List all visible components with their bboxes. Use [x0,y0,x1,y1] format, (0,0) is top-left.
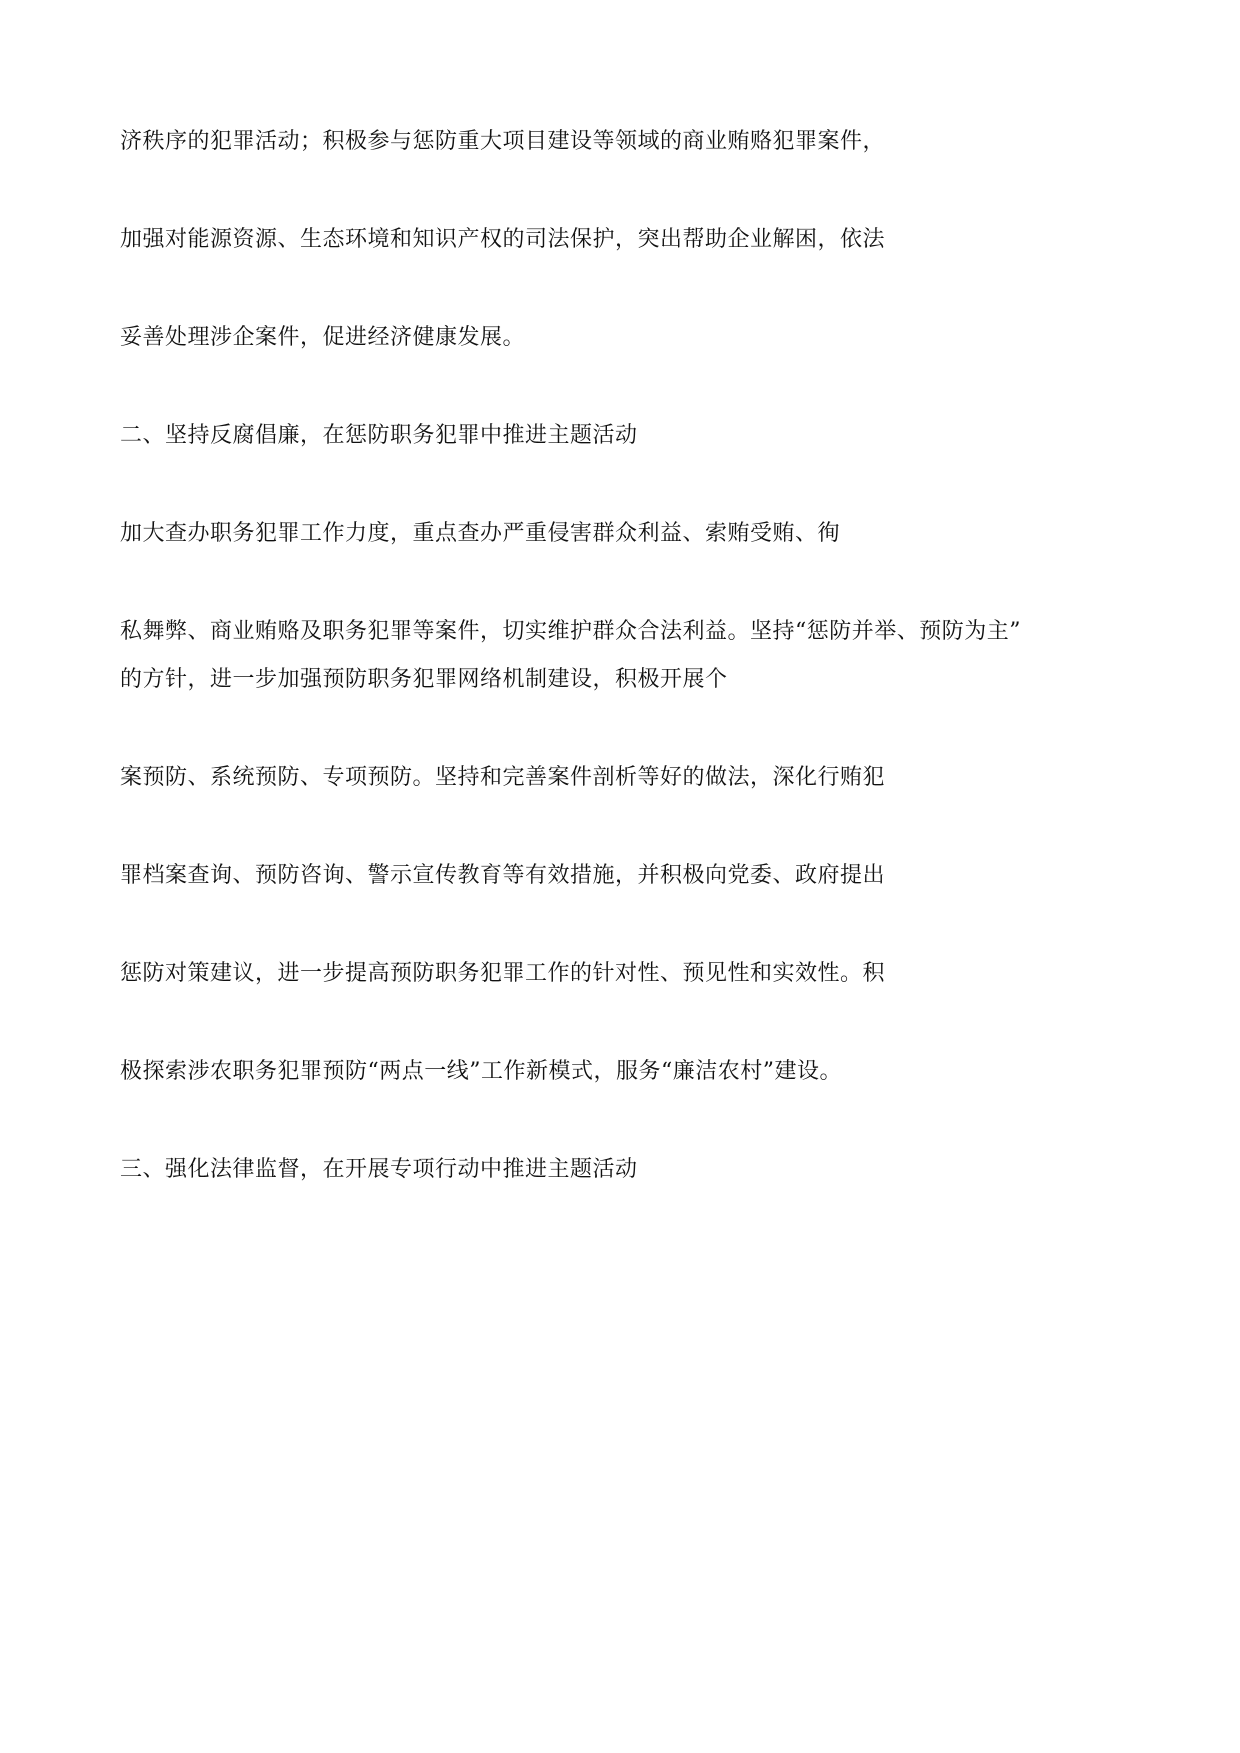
text-line: 加强对能源资源、生态环境和知识产权的司法保护，突出帮助企业解困，依法 [120,227,886,252]
text-line: 妥善处理涉企案件，促进经济健康发展。 [120,325,526,350]
text-line: 加大查办职务犯罪工作力度，重点查办严重侵害群众利益、索贿受贿、徇 [120,521,841,546]
text-line: 极探索涉农职务犯罪预防“两点一线”工作新模式，服务“廉洁农村”建设。 [120,1059,842,1084]
section-heading: 二、坚持反腐倡廉，在惩防职务犯罪中推进主题活动 [120,423,638,448]
text-line: 案预防、系统预防、专项预防。坚持和完善案件剖析等好的做法，深化行贿犯 [120,765,886,790]
text-line: 济秩序的犯罪活动；积极参与惩防重大项目建设等领域的商业贿赂犯罪案件， [120,129,886,154]
section-heading: 三、强化法律监督，在开展专项行动中推进主题活动 [120,1157,638,1182]
text-line: 惩防对策建议，进一步提高预防职务犯罪工作的针对性、预见性和实效性。积 [120,961,886,986]
text-line: 罪档案查询、预防咨询、警示宣传教育等有效措施，并积极向党委、政府提出 [120,863,886,888]
text-line: 的方针，进一步加强预防职务犯罪网络机制建设，积极开展个 [120,667,728,692]
text-line: 私舞弊、商业贿赂及职务犯罪等案件，切实维护群众合法利益。坚持“惩防并举、预防为主” [120,619,1021,644]
